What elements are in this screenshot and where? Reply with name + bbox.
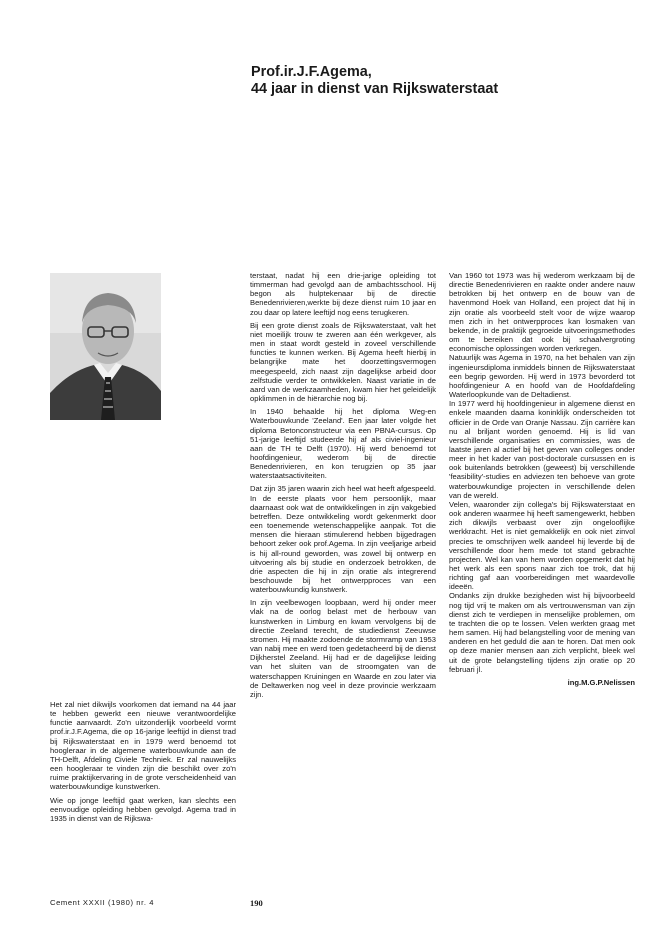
col1-paragraph-2: Wie op jonge leeftijd gaat werken, kan slechts een eenvoudige opleiding hebben gevolgd. Agema trad in 1935 in dienst van de Rijkswa- [50,795,236,823]
col2-paragraph-1: terstaat, nadat hij een drie-jarige opleiding tot timmerman had gevolgd aan de ambachtsschool. Hij begon als hulptekenaar bij de directie Benedenrivieren,werkte bij deze dienst ruim 10 jaar en zou daar op latere leeftijd nog eens terugkeren. [250,271,436,317]
col2-paragraph-4: Dat zijn 35 jaren waarin zich heel wat heeft afgespeeld. In de eerste plaats voor hem persoonlijk, maar daarnaast ook wat de ontwikkelingen in zijn vakgebied betreffen. Deze ontwikkeling wordt gekenmerkt door een toenemende wetenschappelijke aanpak. Tot die mensen die hieraan stimulerend hebben bijgedragen behoort zeker ook prof.Agema. In zijn veeljarige arbeid is hij all-round geworden, was zowel bij ontwerp en uitvoering als bij studie en onderzoek betrokken, de drie aspecten die hij in zijn oratie als integrerend beschouwde bij het ontwerpproces van een waterbouwkundig kunstwerk. [250,484,436,595]
article-title [251,64,631,98]
col2-paragraph-2: Bij een grote dienst zoals de Rijkswaterstaat, valt het niet moeilijk trouw te zweren aan één werkgever, als men in staat wordt gesteld in zoveel verschillende functies te kunnen werken. Bij Agema heeft hierbij in belangrijke mate het doorzettingsvermogen meegespeeld, zich naast zijn dagelijkse arbeid door zelfstudie verder te ontwikkelen. Naast variatie in de aard van de werkzaamheden, kwam hier het geleidelijk opklimmen in de hiërarchie nog bij. [250,320,436,404]
col3-paragraph-1: Van 1960 tot 1973 was hij wederom werkzaam bij de directie Benedenrivieren en raakte onder andere nauw betrokken bij het ontwerp en de bouw van de havenmond Hoek van Holland, een project dat hij in zijn oratie als voorbeeld stelt voor de wijze waarop men zich in het ontwerpproces kan losmaken van bekende, in de praktijk gegroeide uitvoeringsmethodes om te bereiken dat ook bij schaalvergroting economische oplossingen worden verkregen. Natuurlijk was Agema in 1970, na het behalen van zijn ingenieursdiploma inmiddels binnen de Rijkswaterstaat een begrip geworden. Hij werd in 1973 bevorderd tot hoofdingenieur A en hoofd van de Hoofdafdeling Waterloopkunde van de Deltadienst. In 1977 werd hij hoofdingenieur in algemene dienst en enkele maanden daarna koninklijk onderscheiden tot officier in de Orde van Oranje Nassau. Zijn carrière kan nu al briljant worden genoemd. Hij is lid van verschillende organisaties en commissies, was de laatste jaren al actief bij het geven van colleges onder meer in het kader van post-doctorale cursussen en is ook buitenlands betrokken (geweest) bij verschillende 'feasibility'-studies en adviezen ten behoeve van grote waterbouwkundige projecten in verschillende delen van de wereld. Velen, waaronder zijn collega's bij Rijkswaterstaat en ook anderen waarmee hij heeft samengewerkt, hebben zich dikwijls verbaast over zijn ongelooflijke werkkracht. Het is niet gemakkelijk en ook niet zinvol precies te omschrijven welk aandeel hij leverde bij de verschillende door hem mede tot stand gebrachte projecten. Wel kan van hem worden opgemerkt dat hij het werk als een spons naar zich toe trok, dat hij richting gaf aan voorbereidingen met waardevolle ideeën. Ondanks zijn drukke bezigheden wist hij bijvoorbeeld nog tijd vrij te maken om als vertrouwensman van zijn dienst zich te verdiepen in menselijke problemen, om te trachten die op te lossen. Velen werkten graag met hem samen. Hij had belangstelling voor de mening van anderen en het geduld die aan te horen. Dat men ook op deze manier mensen aan zich verplicht, bleek wel uit de grote belangstelling tijdens zijn oratie op 20 februari jl. [449,271,635,674]
title-line-1: Prof.ir.J.F.Agema, [251,64,372,80]
author-signature: ing.M.G.P.Nelissen [567,677,635,687]
col2-paragraph-5: In zijn veelbewogen loopbaan, werd hij onder meer vlak na de oorlog belast met de herbouw van kunstwerken in Limburg en kwam vervolgens bij de directie Zeeland terecht, de studiedienst Zeeuwse stromen. Hij maakte zodoende de stormramp van 1953 van nabij mee en werd toen gedetacheerd bij de dienst Dijkherstel Zeeland. Hij had er de dagelijkse leiding van het sluiten van de stroomgaten van de waterschappen Kruiningen en Waarde en zou later via de Deltawerken nog veel in deze provincie werkzaam zijn. [250,598,436,699]
column-3 [449,271,635,687]
page-number: 190 [250,898,263,908]
col1-paragraph-1: Het zal niet dikwijls voorkomen dat iemand na 44 jaar te hebben gewerkt een nieuwe verantwoordelijke functie aanvaardt. Zo'n uitzonderlijk voorbeeld vormt prof.ir.J.F.Agema, die op 16-jarige leeftijd in dienst trad bij Rijkswaterstaat en in 1979 werd benoemd tot hoogleraar in de algemene waterbouwkunde aan de TH-Delft, Afdeling Civiele Techniek. Er zal nauwelijks een hoogleraar te vinden zijn die beschikt over zo'n ruime praktijkervaring in de grote verscheidenheid van waterbouwkundige kunstwerken. [50,700,236,792]
journal-citation: Cement XXXII (1980) nr. 4 [50,898,155,907]
col2-paragraph-3: In 1940 behaalde hij het diploma Weg-en Waterbouwkunde 'Zeeland'. Een jaar later volgde het diploma Betonconstructeur via een PBNA-cursus. Op 51-jarige leeftijd studeerde hij af als civiel-ingenieur aan de TH te Delft (1970). Hij werd benoemd tot hoofdingenieur, wederom bij de directie Benedenrivieren, en kon terugzien op 35 jaar waterstaatsactiviteiten. [250,407,436,481]
portrait-photo [50,273,161,420]
column-2 [250,271,436,699]
column-1 [50,700,236,823]
title-line-2: 44 jaar in dienst van Rijkswaterstaat [251,81,499,97]
